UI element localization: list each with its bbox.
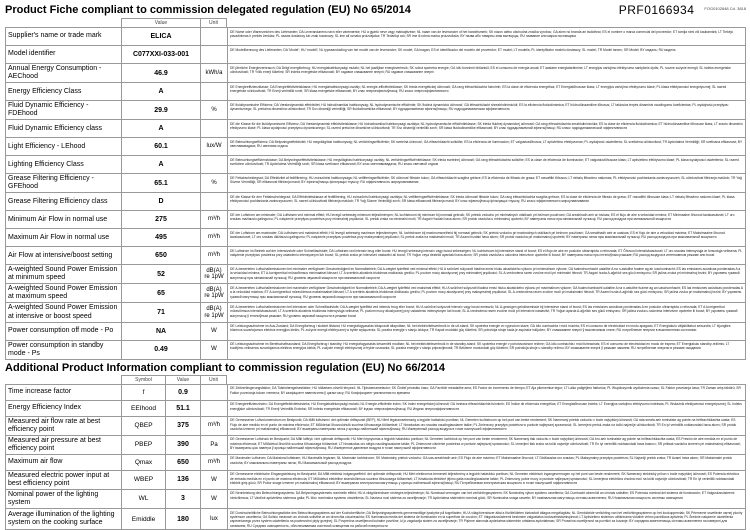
- row-value: 390: [166, 436, 201, 454]
- row-unit: m³/h: [201, 247, 228, 264]
- table-row: [5, 174, 746, 193]
- column-header-value: Value: [121, 18, 200, 27]
- row-label: Annual Energy Consumption - AEChood: [6, 64, 122, 82]
- row-translations: DE Beleuchtungseffizienz; DA Belysningseffektivitet; HU megvilágítási hatékonyság; NL verlichtingsefficiëntie; SK svetelná účinnosť; GA éifeachtúlacht soilsithe; ES la eficiencia de iluminación; ET valgustustõhusus; LT apšvietimo efektyvumas; PL wydajność oświetlenia; SL svetlobna učinkovitost; TR Aydınlatma Verimliliği; SR svetlosna efikasnost; BY светлавывадача; RU световая отдача: [230, 139, 743, 149]
- row-label: Energy Efficiency Class: [6, 83, 122, 100]
- row-unit: W: [201, 341, 228, 359]
- row-unit: m³/h: [201, 229, 228, 246]
- row-label: Minimum Air Flow in normal use: [6, 211, 122, 228]
- row-translations: DE Fettabscheidegrad; DA Effektivitet af fedtfiltrering; HU zsírszűrési hatékonysága; NL vetfilteringsefficiëntie; SK účinnosť filtrácie tukov; GA éifeachtúlacht scagtha gréisce; ES la eficiencia de filtrado de grasa; ET rasvafiltri tõhusus; LT riebalų filtravimo našumas; PL efektywność pochłaniania zanieczyszczeń; SL učinkovitost filtriranja maščob; TR Yağ Süzme Verimliliği; SR efikasnost filtriranja masti; BY эфектыўнасць фільтрацыі тлушчу; RU эффективность жироулавливания: [230, 175, 742, 185]
- row-translations: DE A-bewerteten Luftschallemissionen bei maximaler verfügbarer Geschwindigkeit im Normalbetrieb; DA A-vægtet lydeffekt ved maksimal effekt; HU A szűrővel súlyozott hladina emisí hluku akustického výkonu pri maximálnom výkone; GA fuaimchumhacht ualaithe A na n-astuithe fuaime ag an uaschumhacht; ES las emisiones acústicas ponderadas A a la velocidad máxima; ET A-korrigeeritud müravõimsus maksimaalsel kiirusel; LT A svertinis akustinis triukšmas didžiausiu greičiu; PL poziom mocy akustycznej przy maksymalnej prędkości; SL A-vrednotena raven zvočne moči pri maksimalni hitrosti; TR Azami hızda A-ağırlıklı ses gücü emisyonu; SR jačina zvuka pri maksimalnoj brzini; BY узровень гукавой магутнасці пры максімальнай хуткасці; RU уровень звуковой мощности при максимальной скорости: [230, 285, 743, 299]
- row-unit: dB(A) re 1pW: [201, 284, 228, 302]
- table-row: [5, 417, 746, 436]
- table-row: [5, 401, 746, 417]
- table-row: [5, 284, 746, 303]
- row-label: A-weighted Sound Power Emission at maximum speed: [6, 284, 122, 302]
- table-row: [5, 471, 746, 490]
- document-number: PRF0166934: [618, 3, 695, 17]
- fiche2-column-headers: [5, 375, 746, 384]
- row-unit: [201, 156, 228, 173]
- column-header-unit: Unit: [200, 18, 227, 27]
- table-row: [5, 509, 746, 530]
- table-row: [5, 385, 746, 401]
- row-value: 495: [122, 229, 201, 246]
- row-label: Grease Filtering Efficiency - GFEhood: [6, 174, 122, 192]
- row-value: A: [122, 83, 201, 100]
- row-unit: [201, 28, 228, 45]
- row-unit: [201, 83, 228, 100]
- row-value: 29.9: [122, 101, 201, 119]
- row-symbol: QBEP: [122, 417, 166, 435]
- row-unit: [201, 46, 228, 63]
- row-translations: DE A-bewerteten Luftschallemissionen bei intensiver oder Schnelllaufstufe; DA A-vægtet lydeffekt ved intensiv brug eller boost; HU A szűrővel súlyozott intenzív vagy boost emisszió; NL A-gewogen geluidsemissie bij intensieve stand of boost; ES las emisiones acústicas ponderadas A en posición ultrarrápida o reforzada; ET A-korrigeeritud müravõimsus intensiivkasutusel; LT A svertinis akustinis triukšmas intensyviąja veiksena; PL poziom mocy akustycznej przy ustawieniu intensywnym lub boost; SL A-vrednotena raven zvočne moči pri intenzivni nastavitvi; TR Yoğun ayarda A-ağırlıklı ses gücü emisyonu; SR jačina zvuka u uslovima intenzivne upotrebe ili boost; BY узровень гукавой магутнасці ў інтэнсіўным рэжыме; RU уровень звуковой мощности в режиме boost: [230, 304, 738, 318]
- table-row: [5, 83, 746, 101]
- row-translations: DE jährliche Energieverbrauch; DA Årligt energiforbrug; HU energiahatékonysági mutató; NL het jaarlijkse energieverbruik; SK ročná spotreba energie; GA ídiú fuinnimh bhliantúil; ES el consumo de energía anual; ET aastane energiatarbimine; LT energijos vartojimo efektyvumo santykinis dydis; PL roczne zużycie energii; SL indeks energetske učinkovitosti; TR Yıllık enerji tüketimi; SR indeks energetske efikasnosti; BY гадавое спажыванне энергіі; RU гадавое спажыванне энергіі: [230, 65, 731, 74]
- row-label: Maximum Air Flow in normal use: [6, 229, 122, 246]
- table-row: [5, 156, 746, 174]
- row-value: 60.1: [122, 138, 201, 155]
- row-value: 46.9: [122, 64, 201, 82]
- row-translations: DE fluiddynamische Effizienz; DA Væskedynamisk effektivitet; HU hidrodinamikai hatékonyság; NL hydrodynamische efficiëntie; SK fluidná dynamická účinnosť; GA éifeachtúlacht shreabhdinimiciúil; ES la eficiencia fluidodinámica; ET hüdrodünaamiline tõhusus; LT takiosios terpės dinaminis naudingumo koeficientas; PL wydajność przepływu dynamicznego; SL pretočna dinamična učinkovitost; TR Sıvı dinamiği verimliliği; SR fluidodinamička efikasnost; BY гідрадынамічная эфектыўнасць; RU гидродинамическая эффективность: [230, 102, 729, 111]
- row-translations: DE Gemessener Luftdruck im Bestpunkt; DA Målt lufttryk i det optimale driftspunkt; HU Mért légnyomás a legjobb hatásfokú pontban; NL Gemeten luchtdruk op het punt van beste rendement; SK Nameraný tlak vzduchu v bode najvyššej účinnosti; GA brú aeir tomhaiste ag pointe na héifeachtúlachta uasta; ES Presión de aire medida en el punto de máxima eficiencia; ET Mõõdetud õhurõhk suurima tõhususega töötamisel; LT Išmatuotas oro slėgis naudingiausiame taške; PL Zmierzone ciśnienie powietrza w punkcie najlepszej sprawności; SL Izmerjeni tlak zraka na točki največje učinkovitosti; TR En iyi verimlilik noktasındaki hava basıncı; SR pritisak vazduha izmeren pri maksimalnoj efikasnosti; BY вымераны ціск паветра ў кропцы найлепшай эфектыўнасці; RU Измеренное давление воздуха в точке наилучшей эффективности: [230, 437, 741, 451]
- row-label: A-weighted Sound Power Emission at minimum speed: [6, 265, 122, 283]
- row-value: 650: [122, 247, 201, 264]
- row-unit: dB(A) re 1pW: [201, 303, 228, 321]
- row-label: Time increase factor: [6, 385, 122, 400]
- row-unit: lux: [201, 509, 228, 529]
- row-translations: DE Luftstrom im Betrieb auf der Intensivstufe oder Schnelllaufstufe; DA Luftstrøm ved intensiv brug eller boost; HU levegő sebesség intenzív vagy boost sebességen; NL luchtstroom bij intensieve stand of boost; ES el flujo de aire en posición ultrarrápida o reforzada; ET Õhuvool intensiivkasutusel; LT oro srautas intensyviąja ar forsuotąja veiksena; PL natężenie przepływu powietrza przy ustawieniu intensywnym lub boost; SL pretok zraka pri intenzivni nastavitvi ali boost; TR Yoğun veya destekli ayardaki hava akımı; SR protok vazduha u uslovima intenzivne upotrebe ili boost; BY паветраны паток пры інтэнсіўным рэжыме; RU расход воздуха в интенсивном режиме или boost: [230, 248, 743, 258]
- row-value: A: [122, 156, 201, 173]
- header-spacer: [5, 18, 121, 27]
- row-translations: DE die Klasse für die fluiddynamische Effizienz; DA Væskedynamisk effektivitetsklasse; HU hidrodinamikai hatékonysági osztálya; NL hydrodynamische efficiëntieklasse; SK trieda fluidnej dynamickej účinnosti; GA rang éifeachtúlachta sreabhdinimiciúla; ES la clase de eficiencia fluidodinámica; ET hüdrodünaamilise tõhususe klass; LT srauto dinaminio efektyvumo klasė; PL klasa wydajności przepływu dynamicznego; SL razred pretočne dinamične učinkovitosti; TR Sıvı dinamiği verimlilik sınıfı; SR klasa fluidodinamičke efikasnosti; BY клас гідрадынамічнай эфектыўнасці; RU класс гидродинамической эффективности: [230, 121, 743, 131]
- header-spacer: [227, 375, 746, 384]
- row-label: Lighting Efficiency Class: [6, 156, 122, 173]
- row-label: Measured electric power input at best efficiency point: [6, 471, 122, 489]
- table-row: [5, 436, 746, 455]
- row-unit: lux/W: [201, 138, 228, 155]
- row-value: 52: [122, 265, 201, 283]
- row-label: Fluid Dynamic Efficiency - FDEhood: [6, 101, 122, 119]
- row-label: Model identifier: [6, 46, 122, 63]
- row-translations: DE Energieeffizienzindex; DA Energieffektivitetsindeks; HU Energiahatékonysági mutató; NL Energie-efficiëntie index; SK Index energetickej účinnosti; GA Innéacs éifeachtúlachta fuinnimh; ES Índice de eficiencia energética; ET Energiatõhususe indeks; LT Energijos vartojimo efektyvumo indeksas; PL Wskaźnik efektywności energetycznej; SL Indeks energijske učinkovitosti; TR Enerji Verimlilik Endeksi; SR Indeks energetske efikasnosti; BY індэкс энергаэфектыўнасці; RU Индекс энергоэффективности: [230, 402, 742, 411]
- row-translations: DE Gemessener Luftvolumenstrom im Bestpunkt; DA Målt luftstrøm i det optimale driftspunkt (BEP); HU Mért légáramsebesség a legjobb hatásfokú pontban; NL Gemeten luchtstroom op het punt van beste rendement; SK Nameraný prietok vzduchu v bode najvyššej účinnosti; GA ráta sreafa aeir tomhaiste ag pointe na héifeachtúlachta uasta; ES Flujo de aire medido en el punto de máxima eficiencia; ET Mõõdetud õhuvooluhulk suurima tõhususega töötamisel; LT Išmatuotas oro srautas naudingiausiame taške; PL Zmierzony przepływ powietrza w punkcie najlepszej sprawności; SL Izmerjeni pretok zraka na točki največje učinkovitosti; TR En iyi verimlilik noktasındaki hava akımı; SR protok vazduha izmeren pri maksimalnoj efikasnosti; BY вымераны паветраны паток у кропцы найлепшай эфектыўнасці; RU Измеренный расход воздуха в точке наилучшей эффективности: [230, 418, 737, 431]
- row-unit: W: [201, 323, 228, 340]
- row-unit: [201, 401, 228, 416]
- table-row: [5, 193, 746, 211]
- fiche-table-65-2014: [5, 18, 746, 360]
- section-title-66-2014: Additional Product Information compliant to commission regulation (EU) No 66/2014: [5, 361, 446, 374]
- row-unit: m³/h: [201, 455, 228, 470]
- row-label: Average illumination of the lighting system on the cooking surface: [6, 509, 122, 529]
- table-row: [5, 64, 746, 83]
- fiche-table-66-2014: [5, 375, 746, 530]
- row-label: Power consumption off mode - Po: [6, 323, 122, 340]
- row-value: 65.1: [122, 174, 201, 192]
- row-unit: %: [201, 101, 228, 119]
- row-label: Maximum air flow: [6, 455, 122, 470]
- row-value: 3: [166, 490, 201, 508]
- row-unit: %: [201, 174, 228, 192]
- header-spacer: [5, 375, 121, 384]
- row-label: Power consumption in standby mode - Ps: [6, 341, 122, 359]
- row-unit: [201, 120, 228, 137]
- row-translations: DE der Luftstrom am minimaler; DA Luftstrøm ved minimal effekt; HU levegő sebesség minimum teljesítményen; NL luchtstroom bij minimum bij normaal gebruik; SK prietok vzduchu pri minimálnych otáčkach pri bežnom používaní; GA sreabhadh aeir ar íosluas; ES el flujo de aire a velocidad mínima; ET Minimaalne õhuvool tavakasutusel; LT oro srautas mažiausiu galingumu; PL natężenie przepływu powietrza przy minimalnej prędkości; SL pretok zraka na minimalni moči; TR Asgari Hızdaki hava akımı; SR protok vazduha u minimalnoj upotrebi; BY паветраны паток пры мінімальнай хуткасці; RU расход воздуха при минимальной мощности: [230, 212, 735, 222]
- row-translations: DE Leistungsaufnahme im Bereitschaftszustand; DA Energiforbrug i standby; HU energiafogyasztás készenléti módban; NL het elektriciteitsverbruik in de standby-stand; SK spotreba energie v pohotovostnom režime; GA ídiú cumhachta i mód fuireachais; ES el consumo de electricidad en modo de espera; ET Energiakulu standby-režiimis; LT budėjimo veiksenos suvartojamos elektros energijos kiekis; PL zużycie energii elektrycznej w trybie czuwania; SL poraba energije v stanju pripravljenosti; TR Bekleme modundaki güç tüketimi; SR potrošnja struje u standby režimu; BY спажыванне энергіі ў рэжыме чакання; RU потребление энергии в режиме ожидания: [230, 342, 730, 351]
- row-symbol: Emiddle: [122, 509, 166, 529]
- row-symbol: f: [122, 385, 166, 400]
- row-value: 275: [122, 211, 201, 228]
- row-value: ELICA: [122, 28, 201, 45]
- table-row: [5, 303, 746, 322]
- table-row: [5, 211, 746, 229]
- column-header-unit: Unit: [200, 375, 227, 384]
- row-translations: DE Zeitverlängerungsfaktor; DA Tidsforlængelsesfaktor; HU Időtartam-növelő tényező; NL Tijdstoenamefactor; SK Činiteľ prírastku času; GA Fachtóir méadaithe ama; ES Factor de incremento de tiempo; ET Aja pikenemise tegur; LT Laiko pailgėjimo faktorius; PL Współczynnik wydłużenia czasu; SL Faktor povečanja časa; TR Zaman artış faktörü; SR Faktor povećanja tokom vremena; BY каэфіцыент павелічэння ў цягам часу; RU Коэффициент увеличения по времени: [230, 386, 741, 395]
- row-value: 65: [122, 284, 201, 302]
- row-unit: Pa: [201, 436, 228, 454]
- row-value: 71: [122, 303, 201, 321]
- row-symbol: Qmax: [122, 455, 166, 470]
- table-row: [5, 138, 746, 156]
- row-value: C077XXI-033-001: [122, 46, 201, 63]
- row-symbol: EEIhood: [122, 401, 166, 416]
- row-unit: W: [201, 490, 228, 508]
- page-title: Product Fiche compliant to commission delegated regulation (EU) No 65/2014: [5, 4, 411, 16]
- row-label: Light Efficiency - LEhood: [6, 138, 122, 155]
- row-label: Nominal power of the lighting system: [6, 490, 122, 508]
- row-unit: [201, 385, 228, 400]
- row-label: Fluid Dynamic Efficiency class: [6, 120, 122, 137]
- print-code: FOG0102848 Cd. 3818: [704, 6, 746, 11]
- row-unit: W: [201, 471, 228, 489]
- row-translations: DE A-bewerteten Luftschallemissionen bei minimaler verfügbarer Geschwindigkeit im Normalbetrieb; DA A-vægtet lydeffekt ved minimal effekt; HU A szűrővel súlyozott hladina emisí hluku akustického výkonu pri minimálnom výkone; GA fuaimchumhacht ualaithe A na n-astuithe fuaime ag an íoschumhacht; ES las emisiones acústicas ponderadas A a la velocidad mínima; ET A-korrigeeritud müravõimsus minimaalsel kiirusel; LT A svertinis akustinis triukšmas mažiausiu greičiu; PL poziom mocy akustycznej przy minimalnej prędkości; SL A-vrednotena raven zvočne moči pri minimalni hitrosti; TR Asgari hızda A-ağırlıklı ses gücü emisyonu; SR jačina zvuka pri minimalnoj brzini; BY узровень гукавой магутнасці пры мінімальнай хуткасці; RU уровень звуковой мощности при минимальной скорости: [230, 266, 741, 280]
- row-translations: DE Leistungsaufnahme im Aus-Zustand; DA Energiforbrug i slukket tilstand; HU energiafogyasztás kikapcsolt állapotban; NL het elektriciteitsverbruik in de uit-stand; SK spotreba energie vo vypnutom stave; GA ídiú cumhachta i mód múchta; ES el consumo de electricidad en modo apagado; ET Energiakulu väljalülitatud seisundis; LT išjungties būsenos suvartojamos elektros energijos kiekis; PL zużycie energii elektrycznej w trybie wyłączenia; SL poraba energije v stanju izklopa; TR Kapalı moddaki güç tüketimi; SR potrošnja struje kada je aspirator isključen; BY спажыванне энергіі ў выключаным стане; RU потребление энергии в выключенном состоянии: [230, 324, 731, 333]
- row-value: 0.49: [122, 341, 201, 359]
- row-translations: DE Modellkennung des Lieferanten; DA 'Model'; HU 'modell'; NL typeaanduiding van het model van de leverancier; SK model; GA leagan; ES el identificador del modelo del proveedor; ET mudel; LT modelis; PL identyfikator modelu dostawcy; SL model; TR Model tanımı; SR Model; BY мадэль; RU модель: [230, 47, 676, 52]
- row-value: 650: [166, 455, 201, 470]
- fiche2-rows: [5, 384, 746, 530]
- row-translations: DE Nennleistung des Beleuchtungssystems; DA Belysningssystemets nominelle effekt; HU A világítórendszer névleges teljesítménye; NL Nominaal vermogen van het verlichtingssysteem; SK Nominálny výkon systému osvetlenia; GA Cumhacht ainmniúil an chórais soilsithe; ES Potencia nominal del sistema de iluminación; ET Valgustussüsteemi nimivõimsus; LT Vardinė apšvietimo sistemos galia; PL Moc nominalna systemu oświetlenia; SL Nazivna moč sistema za osvetljevanje; TR Aydınlatma sisteminin nominal gücü; SR Nominalna snaga rasvete; BY намінальная магутнасць сістэмы асвятлення; RU Номинальная мощность системы освещения: [230, 491, 735, 500]
- row-value: 375: [166, 417, 201, 435]
- column-header-value: Value: [165, 375, 200, 384]
- row-label: Grease Filtering Efficiency class: [6, 193, 122, 210]
- table-row: [5, 229, 746, 247]
- row-label: Measured air flow rate at best efficiency point: [6, 417, 122, 435]
- table-row: [5, 28, 746, 46]
- table-row: [5, 490, 746, 509]
- row-unit: m³/h: [201, 417, 228, 435]
- row-value: 51.1: [166, 401, 201, 416]
- row-translations: DE Name oder Warenzeichen des Lieferanten; DA Leverandørens navn eller varemærke; HU a gyártó neve vagy márkajelzése; NL naam van de leverancier of het handelsmerk; SK názov alebo obchodná značka výrobcu; GA ainm nó branda an tsoláthraí; ES el nombre o marca comercial del proveedor; ET tarnija nimi või kaubamärk; LT Tiekėjo pavadinimas ir prekės ženklas; PL nazwa dostawcy lub znak towarowy; SL ime ali oznaka proizvajalca; TR Tedarikçi adı; SR ime ili robna marka proizvođača; BY назва або таварны знак вытворцы; RU название или марка поставщика: [230, 29, 734, 38]
- fiche1-rows: [5, 27, 746, 360]
- table-row: [5, 455, 746, 471]
- header-spacer: [227, 18, 746, 27]
- table-row: [5, 323, 746, 341]
- table-row: [5, 247, 746, 265]
- document-codes: [619, 3, 746, 17]
- row-translations: DE Durchschnittliche Beleuchtungsstärke des Beleuchtungssystems auf der Kochoberfläche; DA Belysningssystemets gennemsnitlige lysstyrke på kogefladen; HU A világítórendszer által a főzőfelületen biztosított átlagos megvilágítás; NL Gemiddelde verlichting van het verlichtingssysteem op het kookoppervlak; SK Priemerné osvetlenie varnej plochy systémom osvetlenia; GA Soilsiú meánach an chórais soilsithe ar an dromchla cócaireachta; ES Iluminancia media del sistema de iluminación en la superficie de cocción; ET Valgustussüsteemi keskmine valgustatus toiduvalmistamispinnal; LT Apšvietimo sistemos užtikrinama vidutinė virimo paviršiaus apšvieta; PL Średnie natężenie oświetlenia zapewnianego przez system oświetlenia na powierzchni płyty grzejnej; SL Povprečna osvetljenost kuhalne površine, ki jo zagotavlja sistem za osvetljevanje; TR Pişirme alanında aydınlatma sisteminin ortalama aydınlatması; SR Prosečna osvetljenost na površini za kuvanje; BY сярэдняя асветленасць сістэмы асвятлення на паверхні для гатавання; RU Средняя освещенность, обеспечиваемая системой освещения на рабочей поверхности: [230, 510, 743, 528]
- row-label: Supplier's name or trade mark: [6, 28, 122, 45]
- table-row: [5, 120, 746, 138]
- row-value: NA: [122, 323, 201, 340]
- row-translations: DE der Luftstrom am maximaler; DA Luftstrøm ved maksimal effekt; HU levegő sebesség maximum teljesítményen; NL luchtstroom bij maximumsnelheid bij normaal gebruik; SK prietok vzduchu pri maximálnych otáčkach pri bežnom používaní; GA sreabhadh aeir ar uasluas; ES el flujo de aire a velocidad máxima; ET Maksimaalne õhuvool tavakasutusel; LT oro srautas didžiausiu galingumu; PL natężenie przepływu powietrza przy maksymalnej prędkości; SL pretok zraka na maksimalni moči; TR Azami hızdaki hava akımı; SR protok vazduha pri maksimalnoj upotrebi; BY паветраны паток пры максімальнай хуткасці; RU расход воздуха при максимальной мощности: [230, 230, 726, 240]
- row-symbol: WBEP: [122, 471, 166, 489]
- row-unit: dB(A) re 1pW: [201, 265, 228, 283]
- row-label: Energy Efficiency Index: [6, 401, 122, 416]
- table-row: [5, 341, 746, 360]
- row-translations: DE Beleuchtungseffizienzklasse; DA Belysningseffektivitetsklasse; HU megvilágítási hatékonysági osztály; NL verlichtingsefficiëntieklasse; SK trieda svetelnej účinnosti; GA rang éifeachtúlachta soilsithe; ES la clase de eficiencia de iluminación; ET valgustustõhususe klass; LT apšvietimo efektyvumo klasė; PL klasa wydajności oświetlenia; SL razred svetlobne učinkovitosti; TR Aydınlatma Verimliliği sınıfı; SR klasa svetlosne efikasnosti; BY клас светлавывадачы; RU класс световой отдачи: [230, 157, 739, 167]
- row-translations: DE Maximaler Luftstrom; DA Maksimal luftstrøm; HU Maximális légáram; NL Maximale luchtstroom; SK Maximálny prietok vzduchu; GA uas-sreabhadh aeir; ES Flujo de aire máximo; ET Maksimaalne õhuvool; LT Didžiausias oro srautas; PL Maksymalny przepływ powietrza; SL Največji pretok zraka; TR Azami hava akımı; SR Maksimalni protok vazduha; BY максімальны паветраны паток; RU Максимальный расход воздуха: [230, 456, 732, 465]
- table-row: [5, 46, 746, 64]
- row-value: 0.9: [166, 385, 201, 400]
- row-unit: m³/h: [201, 211, 228, 228]
- row-value: D: [122, 193, 201, 210]
- row-symbol: WL: [122, 490, 166, 508]
- row-value: A: [122, 120, 201, 137]
- row-symbol: PBEP: [122, 436, 166, 454]
- row-translations: DE Energieeffizienzklasse; DA Energieffektivitetsklasse; HU energiahatékonysági osztály; NL energie-efficiëntieklasse; SK trieda energetickej účinnosti; GA rang éifeachtúlachta fuinnimh; ES la clase de eficiencia energética; ET Energiatõhususe klass; LT energijos vartojimo efektyvumo klasė; PL klasa efektywności energetycznej; SL razred energetske učinkovitosti; TR Enerji verimlilik sınıfı; SR klasa energetske efikasnosti; BY клас энергаэфектыўнасці; RU класс энергоэффективности: [230, 84, 727, 93]
- row-unit: kWh/a: [201, 64, 228, 82]
- column-header-symbol: Symbol: [121, 375, 165, 384]
- row-value: 180: [166, 509, 201, 529]
- row-label: Measured air pressure at best efficiency point: [6, 436, 122, 454]
- row-translations: DE die Klasse für den Fettabscheidegrad; DA Effektivitetsklasse af fedtfiltrering; HU zsírszűrési hatékonysági osztálya; NL vetfilteringsefficiëntieklasse; SK trieda účinnosti filtrácie tukov; GA rang éifeachtúlachta scagtha gréisce; ES la clase de eficiencia de filtrado de grasa; ET rasvafiltri tõhususe klass; LT riebalų filtravimo našumo klasė; PL klasa efektywności pochłaniania zanieczyszczeń; SL razred učinkovitosti filtriranja maščob; TR Yağ Süzme Verimliliği sınıfı; SR klasa efikasnosti filtriranja masti; BY клас эфектыўнасці фільтрацыі тлушчу; RU класс эффективности жироулавливания: [230, 194, 735, 204]
- row-value: 136: [166, 471, 201, 489]
- row-label: Air Flow at intensive/boost setting: [6, 247, 122, 264]
- row-translations: DE Gemessene elektrische Eingangsleistung im Bestpunkt; DA Målt elektrisk indgangseffekt i det optimale driftspunkt; HU Mért elektromos bemeneti teljesítmény a legjobb hatásfokú pontban; NL Gemeten elektrisch ingangsvermogen op het punt van beste rendement; SK Nameraný elektrický príkon v bode najvyššej účinnosti; ES Potencia eléctrica de entrada medida en el punto de máxima eficiencia; ET Mõõdetud elektriline sisendvõimsus suurima tõhususega töötamisel; LT Išmatuota elektrinė įėjimo galia naudingiausiame taške; PL Zmierzony pobór mocy w punkcie najlepszej sprawności; SL Izmerjena električna vhodna moč na točki največje učinkovitosti; TR En iyi verimlilik noktasındaki elektrik giriş gücü; SR Pobor snage izmeren pri maksimalnoj efikasnosti; BY вымераная электрычная магутнасць у кропцы найлепшай эфектыўнасці; RU Потребляемая электрическая мощность в точке наилучшей эффективности: [230, 472, 739, 486]
- row-unit: [201, 193, 228, 210]
- fiche1-column-headers: [5, 18, 746, 27]
- table-row: [5, 265, 746, 284]
- table-row: [5, 101, 746, 120]
- row-label: A-weighted Sound Power Emission at intensive or boost speed: [6, 303, 122, 321]
